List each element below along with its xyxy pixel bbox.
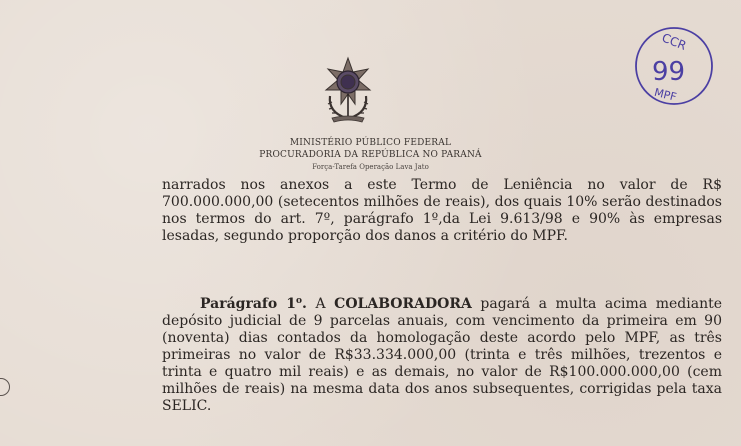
clause-label-sup: o (296, 296, 303, 306)
stamp-number: 99 (652, 57, 686, 87)
stamp-top-text: CCR (659, 30, 689, 53)
header-ministry: MINISTÉRIO PÚBLICO FEDERAL (289, 138, 452, 148)
clause-body (162, 293, 722, 415)
paragraph-fine-amount: narrados nos anexos a este Termo de Leniência no valor de R$ 700.000.000,00 (setecentos milhões de reais), dos quais 10% serão destinados nos termos do art. 7º, parágrafo 1º,da Lei 9.613/98 e 90% às empresas lesadas, segundo proporção dos danos a critério do MPF. (162, 177, 722, 244)
binder-hole-icon (0, 378, 10, 396)
stamp-bottom-text: MPF (652, 85, 678, 104)
header-task-force: Força-Tarefa Operação Lava Jato (312, 163, 429, 171)
brazil-coat-of-arms-icon (322, 56, 374, 124)
clause-label-suffix: . (302, 296, 307, 312)
clause-text: pagará a multa acima mediante depósito judicial de 9 parcelas anuais, com vencimento da primeira em 90 (noventa) dias contados da homologação deste acordo pelo MPF, as três primeiras no valor de R$33.334.000,00 (trinta e três milhões, trezentos e trinta e quatro mil reais) e as demais, no valor de R$100.000.000,00 (cem milhões de reais) na mesma data dos anos subsequentes, corrigidas pela taxa SELIC. (162, 296, 723, 414)
clause-party: COLABORADORA (334, 296, 472, 312)
clause-pre-party: A (306, 296, 335, 312)
paragraph-first-clause (162, 293, 722, 415)
clause-label (200, 296, 307, 312)
header-procuradoria: PROCURADORIA DA REPÚBLICA NO PARANÁ (259, 150, 482, 160)
clause-label-prefix: Parágrafo 1 (200, 296, 297, 312)
protocol-stamp-icon (632, 24, 716, 108)
